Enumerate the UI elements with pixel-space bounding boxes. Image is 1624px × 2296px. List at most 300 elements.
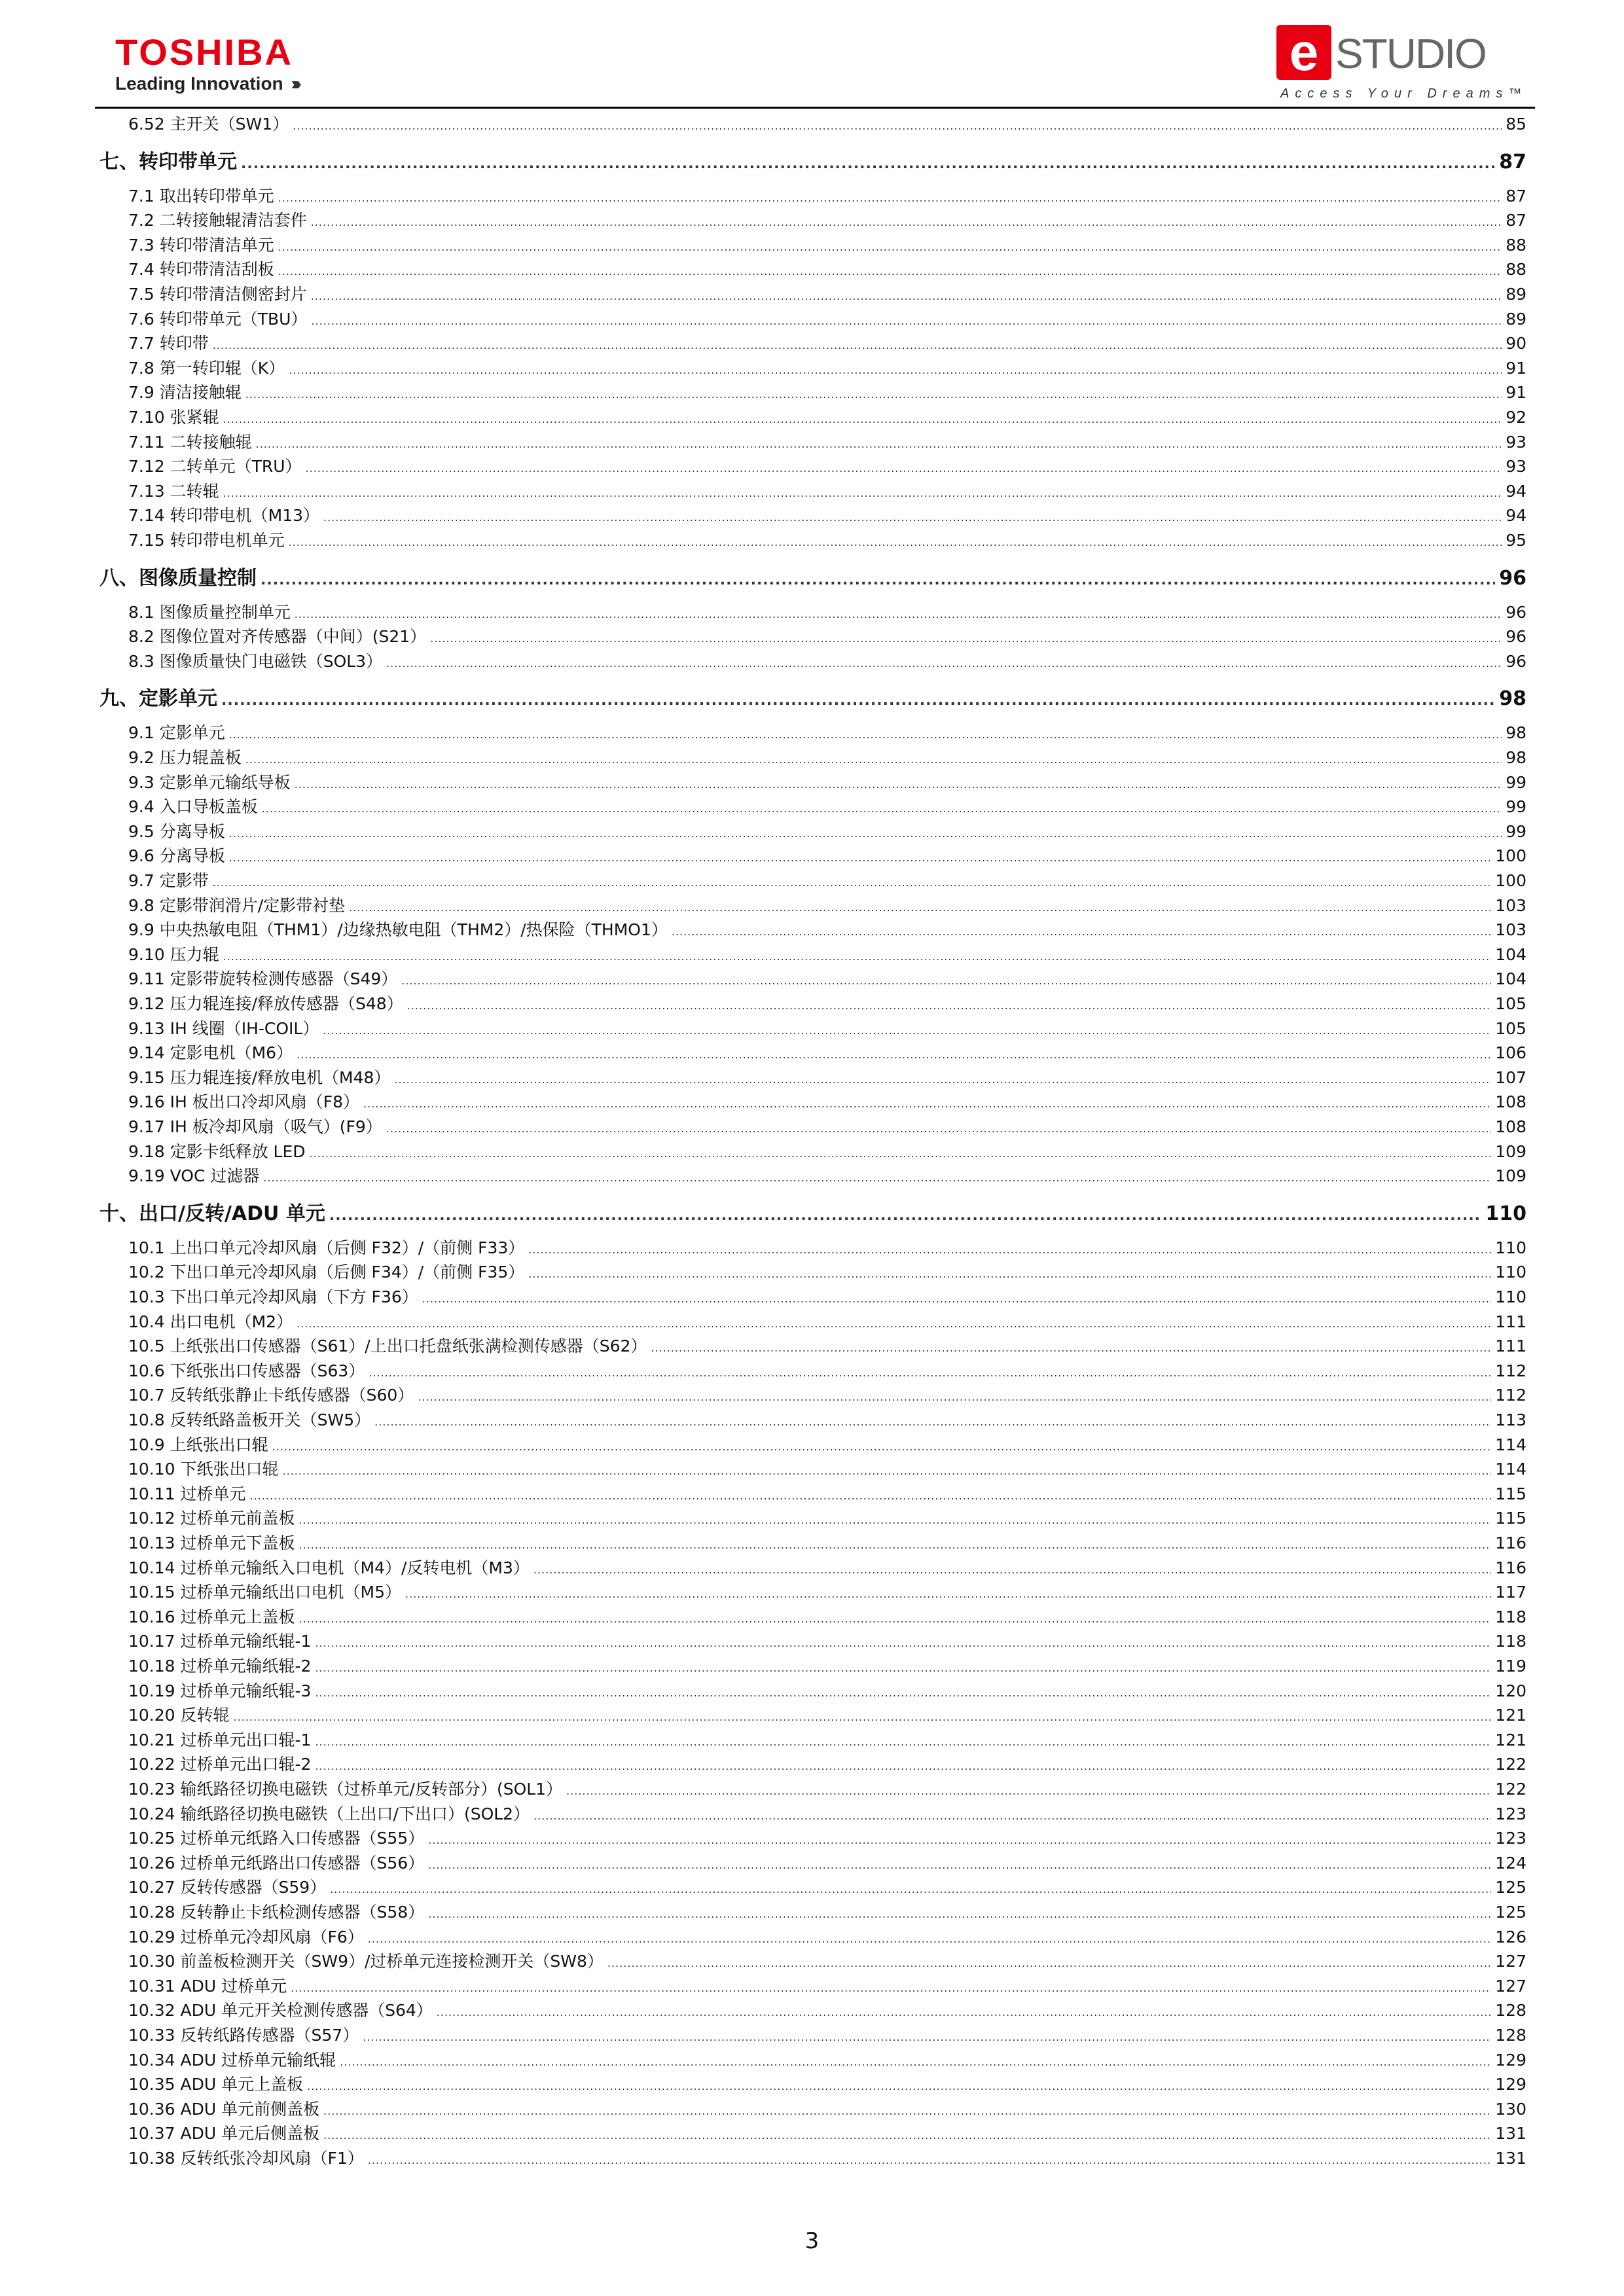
toc-entry-title: 8.1 图像质量控制单元 [128, 602, 291, 622]
estudio-logo-e: e [1276, 25, 1331, 80]
toc-entry-title: 10.12 过桥单元前盖板 [128, 1509, 295, 1528]
toc-entry-row[interactable] [0, 868, 1526, 890]
toc-entry-row[interactable] [0, 2096, 1526, 2119]
toc-entry-row[interactable] [0, 1801, 1526, 1823]
toc-entry-title: 10.29 过桥单元冷却风扇（F6） [128, 1927, 364, 1946]
toc-page-number: 117 [1495, 1583, 1526, 1602]
toc-page-number: 105 [1495, 994, 1526, 1013]
toc-page-number: 98 [1506, 748, 1526, 767]
toc-entry-title: 10.16 过桥单元上盖板 [128, 1607, 295, 1626]
toc-chapter-row[interactable] [0, 145, 1526, 173]
toc-entry-row[interactable] [0, 1579, 1526, 1602]
toc-entry-row[interactable] [0, 207, 1526, 230]
toc-page-number: 125 [1495, 1903, 1526, 1922]
toc-entry-title: 7.12 二转单元（TRU） [128, 457, 302, 476]
toc-page-number: 85 [1506, 115, 1526, 134]
toc-page-number: 91 [1506, 383, 1526, 403]
toc-leader-dots [329, 1202, 1482, 1225]
toc-page-number: 96 [1499, 566, 1526, 590]
toc-entry-row[interactable] [0, 893, 1526, 915]
toc-entry-row[interactable] [0, 819, 1526, 841]
toc-entry-row[interactable] [0, 1432, 1526, 1454]
toc-leader-dots [297, 1312, 1491, 1331]
toc-leader-dots [293, 115, 1502, 134]
toc-leader-dots [261, 567, 1495, 590]
toc-page-number: 112 [1495, 1361, 1526, 1380]
toc-entry-title: 10.20 反转辊 [128, 1706, 230, 1725]
toc-page-number: 125 [1495, 1878, 1526, 1897]
toc-entry-row[interactable] [0, 1456, 1526, 1479]
toc-entry-row[interactable] [0, 232, 1526, 255]
toc-page-number: 113 [1495, 1410, 1526, 1429]
toc-entry-title: 7.4 转印带清洁刮板 [128, 260, 274, 279]
toc-entry-row[interactable] [0, 528, 1526, 550]
toc-entry-title: 7.11 二转接触辊 [128, 432, 252, 452]
toc-entry-title: 7.9 清洁接触辊 [128, 383, 242, 403]
toc-leader-dots [566, 1780, 1491, 1799]
toc-page-number: 95 [1506, 531, 1526, 550]
toc-entry-title: 7.13 二转辊 [128, 481, 219, 501]
estudio-logo [1276, 25, 1512, 84]
toc-page-number: 104 [1495, 944, 1526, 964]
toc-leader-dots [323, 1019, 1491, 1038]
toc-leader-dots [369, 1361, 1491, 1380]
toc-entry-title: 7.6 转印带单元（TBU） [128, 309, 308, 329]
toc-entry-row[interactable] [0, 306, 1526, 329]
toc-entry-row[interactable] [0, 1040, 1526, 1062]
toc-chapter-row[interactable] [0, 1197, 1526, 1225]
toc-entry-title: 10.6 下纸张出口传感器（S63） [128, 1361, 365, 1380]
toc-page-number: 129 [1495, 2075, 1526, 2094]
toc-entry-title: 10.9 上纸张出口辊 [128, 1435, 268, 1454]
toc-entry-title: 10.35 ADU 单元上盖板 [128, 2075, 304, 2094]
toc-page-number: 128 [1495, 2026, 1526, 2045]
brand-tagline [115, 75, 298, 93]
toc-entry-row[interactable] [0, 478, 1526, 501]
toc-page-number: 92 [1506, 408, 1526, 427]
toc-entry-row[interactable] [0, 1850, 1526, 1873]
toc-leader-dots [533, 1804, 1491, 1823]
toc-entry-row[interactable] [0, 1924, 1526, 1946]
toc-entry-row[interactable] [0, 1678, 1526, 1700]
toc-page-number: 110 [1495, 1238, 1526, 1257]
toc-entry-title: 10.2 下出口单元冷却风扇（后侧 F34）/（前侧 F35） [128, 1263, 525, 1282]
toc-entry-row[interactable] [0, 454, 1526, 476]
toc-page-number: 122 [1495, 1755, 1526, 1774]
toc-entry-title: 10.17 过桥单元输纸辊-1 [128, 1632, 312, 1651]
toc-leader-dots [310, 1142, 1492, 1161]
toc-entry-row[interactable] [0, 1382, 1526, 1405]
toc-page-number: 98 [1506, 723, 1526, 743]
toc-page-number: 87 [1499, 150, 1526, 173]
toc-entry-row[interactable] [0, 794, 1526, 816]
toc-entry-row[interactable] [0, 1235, 1526, 1257]
toc-page-number: 119 [1495, 1657, 1526, 1676]
toc-page-number: 129 [1495, 2050, 1526, 2070]
toc-entry-row[interactable] [0, 600, 1526, 622]
toc-entry-title: 10.1 上出口单元冷却风扇（后侧 F32）/（前侧 F33） [128, 1238, 525, 1257]
toc-leader-dots [528, 1263, 1491, 1282]
toc-entry-row[interactable] [0, 745, 1526, 767]
toc-entry-row[interactable] [0, 843, 1526, 865]
toc-entry-title: 9.6 分离导板 [128, 846, 225, 866]
toc-leader-dots [283, 1460, 1492, 1479]
toc-leader-dots [368, 1928, 1491, 1946]
toc-leader-dots [368, 2149, 1491, 2168]
toc-entry-row[interactable] [0, 1481, 1526, 1503]
toc-chapter-title: 十、出口/反转/ADU 单元 [99, 1202, 325, 1225]
toc-page-number: 94 [1506, 506, 1526, 526]
toc-entry-title: 10.14 过桥单元输纸入口电机（M4）/反转电机（M3） [128, 1558, 530, 1577]
toc-entry-title: 10.22 过桥单元出口辊-2 [128, 1755, 312, 1774]
toc-chapter-title: 七、转印带单元 [99, 150, 237, 173]
toc-leader-dots [428, 1854, 1491, 1873]
toc-entry-title: 9.9 中央热敏电阻（THM1）/边缘热敏电阻（THM2）/热保险（THMO1） [128, 920, 668, 940]
toc-entry-row[interactable] [0, 1530, 1526, 1552]
toc-leader-dots [430, 627, 1502, 646]
toc-leader-dots [295, 773, 1502, 792]
toc-entry-title: 7.2 二转接触辊清洁套件 [128, 211, 307, 230]
toc-entry-title: 10.27 反转传感器（S59） [128, 1878, 327, 1897]
toc-entry-row[interactable] [0, 1702, 1526, 1725]
chevrons-icon: ››› [291, 73, 298, 94]
toc-entry-title: 10.24 输纸路径切换电磁铁（上出口/下出口）(SOL2） [128, 1804, 530, 1823]
toc-leader-dots [213, 871, 1492, 890]
toc-entry-title: 7.1 取出转印带单元 [128, 186, 274, 206]
toc-page-number: 115 [1495, 1509, 1526, 1528]
toc-entry-row[interactable] [0, 1727, 1526, 1749]
toc-entry-row[interactable] [0, 942, 1526, 964]
toc-leader-dots [323, 2124, 1491, 2143]
toc-leader-dots [394, 1068, 1491, 1087]
toc-page-number: 99 [1506, 797, 1526, 817]
toc-entry-row[interactable] [0, 404, 1526, 427]
toc-leader-dots [349, 896, 1491, 915]
toc-entry-row[interactable] [0, 2121, 1526, 2143]
toc-entry-row[interactable] [0, 624, 1526, 646]
toc-entry-title: 9.13 IH 线圈（IH-COIL） [128, 1018, 319, 1038]
toc-entry-title: 7.7 转印带 [128, 334, 209, 353]
toc-leader-dots [213, 334, 1502, 353]
toc-entry-row[interactable] [0, 966, 1526, 988]
toc-leader-dots [307, 2075, 1491, 2094]
toc-entry-title: 10.30 前盖板检测开关（SW9）/过桥单元连接检测开关（SW8） [128, 1952, 604, 1971]
toc-entry-title: 6.52 主开关（SW1） [128, 115, 289, 134]
toc-page-number: 88 [1506, 235, 1526, 255]
toc-leader-dots [340, 2051, 1491, 2070]
toc-leader-dots [229, 723, 1502, 742]
toc-page-number: 118 [1495, 1607, 1526, 1626]
estudio-logo-text: STUDIO [1335, 30, 1486, 77]
toc-entry-row[interactable] [0, 1998, 1526, 2020]
toc-entry-title: 10.32 ADU 单元开关检测传感器（S64） [128, 2001, 433, 2020]
toc-entry-row[interactable] [0, 1309, 1526, 1331]
toc-entry-row[interactable] [0, 183, 1526, 206]
toc-entry-title: 10.11 过桥单元 [128, 1484, 246, 1503]
toc-entry-title: 8.3 图像质量快门电磁铁（SOL3） [128, 651, 383, 671]
toc-leader-dots [428, 1903, 1491, 1922]
toc-page-number: 93 [1506, 457, 1526, 476]
toc-page-number: 110 [1495, 1263, 1526, 1282]
toc-entry-row[interactable] [0, 1751, 1526, 1774]
toc-entry-row[interactable] [0, 1825, 1526, 1848]
toc-chapter-row[interactable] [0, 562, 1526, 589]
toc-leader-dots [272, 1435, 1492, 1454]
toc-page-number: 94 [1506, 481, 1526, 501]
toc-leader-dots [651, 1336, 1491, 1355]
toc-entry-row[interactable] [0, 111, 1526, 134]
toc-leader-dots [229, 822, 1502, 841]
toc-entry-title: 10.28 反转静止卡纸检测传感器（S58） [128, 1903, 425, 1922]
toc-entry-row[interactable] [0, 1333, 1526, 1355]
toc-leader-dots [234, 1706, 1492, 1725]
toc-leader-dots [297, 1043, 1491, 1062]
toc-leader-dots [323, 506, 1502, 525]
tagline-text: Leading Innovation [115, 73, 283, 94]
toc-leader-dots [607, 1952, 1491, 1971]
toc-leader-dots [221, 687, 1495, 710]
toc-chapter-row[interactable] [0, 682, 1526, 709]
toc-page-number: 96 [1506, 651, 1526, 671]
toc-page-number: 108 [1495, 1117, 1526, 1136]
toc-page-number: 120 [1495, 1681, 1526, 1700]
toc-entry-title: 10.13 过桥单元下盖板 [128, 1534, 295, 1552]
toc-entry-row[interactable] [0, 1139, 1526, 1161]
toc-page-number: 89 [1506, 309, 1526, 329]
toc-page-number: 128 [1495, 2001, 1526, 2020]
toc-leader-dots [311, 310, 1502, 329]
toc-page-number: 110 [1485, 1202, 1526, 1225]
toc-entry-title: 9.18 定影卡纸释放 LED [128, 1141, 306, 1161]
toc-entry-title: 9.12 压力辊连接/释放传感器（S48） [128, 994, 403, 1013]
toc-entry-row[interactable] [0, 1259, 1526, 1282]
toc-entry-row[interactable] [0, 1284, 1526, 1306]
toc-page-number: 106 [1495, 1043, 1526, 1063]
toc-entry-row[interactable] [0, 1653, 1526, 1676]
toc-leader-dots [315, 1657, 1491, 1676]
toc-entry-row[interactable] [0, 1065, 1526, 1087]
toc-leader-dots [299, 1534, 1492, 1552]
toc-chapter-title: 九、定影单元 [99, 687, 217, 711]
toc-entry-title: 9.14 定影电机（M6） [128, 1043, 293, 1063]
toc-page-number: 131 [1495, 2124, 1526, 2144]
toc-page-number: 131 [1495, 2149, 1526, 2168]
toshiba-logo: TOSHIBA [115, 31, 293, 73]
toc-leader-dots [405, 1583, 1491, 1602]
toc-page-number: 118 [1495, 1632, 1526, 1651]
toc-page-number: 122 [1495, 1780, 1526, 1799]
toc-entry-title: 7.8 第一转印辊（K） [128, 358, 285, 378]
toc-entry-title: 8.2 图像位置对齐传感器（中间）(S21） [128, 627, 427, 647]
toc-entry-title: 10.38 反转纸张冷却风扇（F1） [128, 2149, 364, 2168]
toc-page-number: 111 [1495, 1336, 1526, 1356]
toc-leader-dots [374, 1410, 1491, 1429]
toc-entry-title: 9.2 压力辊盖板 [128, 748, 242, 767]
toc-leader-dots [323, 2100, 1491, 2119]
toc-entry-title: 9.16 IH 板出口冷却风扇（F8） [128, 1092, 360, 1112]
toc-page-number: 110 [1495, 1287, 1526, 1306]
toc-entry-row[interactable] [0, 2072, 1526, 2094]
toc-entry-row[interactable] [0, 1874, 1526, 1897]
toc-entry-row[interactable] [0, 1604, 1526, 1626]
toc-entry-title: 10.4 出口电机（M2） [128, 1312, 293, 1331]
toc-entry-title: 9.19 VOC 过滤器 [128, 1166, 260, 1186]
toc-entry-title: 9.10 压力辊 [128, 944, 219, 964]
toc-entry-title: 10.8 反转纸路盖板开关（SW5） [128, 1410, 371, 1429]
toc-page-number: 124 [1495, 1853, 1526, 1873]
toc-page-number: 88 [1506, 260, 1526, 279]
toc-leader-dots [315, 1632, 1491, 1651]
toc-entry-title: 9.11 定影带旋转检测传感器（S49） [128, 969, 398, 989]
toc-entry-title: 10.7 反转纸张静止卡纸传感器（S60） [128, 1386, 414, 1405]
toc-page-number: 109 [1495, 1166, 1526, 1186]
toc-leader-dots [299, 1509, 1492, 1528]
toc-leader-dots [223, 408, 1502, 427]
toc-leader-dots [311, 285, 1502, 304]
toc-entry-row[interactable] [0, 429, 1526, 452]
toc-entry-row[interactable] [0, 1407, 1526, 1429]
toc-page-number: 87 [1506, 186, 1526, 206]
toc-leader-dots [295, 603, 1502, 622]
toc-leader-dots [299, 1607, 1492, 1626]
toc-entry-title: 9.1 定影单元 [128, 723, 225, 743]
toc-page-number: 107 [1495, 1067, 1526, 1087]
toc-entry-row[interactable] [0, 1973, 1526, 1996]
toc-entry-row[interactable] [0, 1089, 1526, 1111]
toc-entry-row[interactable] [0, 1899, 1526, 1922]
toc-leader-dots [315, 1681, 1491, 1700]
toc-entry-row[interactable] [0, 1948, 1526, 1971]
toc-leader-dots [528, 1238, 1491, 1257]
toc-page-number: 103 [1495, 920, 1526, 940]
toc-entry-row[interactable] [0, 1358, 1526, 1380]
toc-entry-row[interactable] [0, 720, 1526, 742]
toc-page-number: 115 [1495, 1484, 1526, 1503]
toc-leader-dots [278, 187, 1502, 206]
toc-leader-dots [672, 920, 1491, 939]
toc-entry-title: 9.4 入口导板盖板 [128, 797, 258, 817]
toc-page-number: 112 [1495, 1386, 1526, 1405]
toc-entry-title: 9.8 定影带润滑片/定影带衬垫 [128, 895, 346, 915]
toc-entry-row[interactable] [0, 649, 1526, 671]
toc-chapter-title: 八、图像质量控制 [99, 566, 257, 590]
toc-entry-row[interactable] [0, 917, 1526, 939]
toc-entry-row[interactable] [0, 2145, 1526, 2168]
toc-page-number: 114 [1495, 1460, 1526, 1479]
toc-entry-row[interactable] [0, 503, 1526, 525]
toc-leader-dots [401, 969, 1491, 988]
toc-entry-title: 10.23 输纸路径切换电磁铁（过桥单元/反转部分）(SOL1） [128, 1780, 563, 1799]
toc-leader-dots [418, 1386, 1491, 1405]
toc-entry-row[interactable] [0, 2022, 1526, 2045]
toc-leader-dots [289, 359, 1502, 378]
toc-leader-dots [263, 1166, 1491, 1185]
toc-page-number: 111 [1495, 1312, 1526, 1331]
toc-entry-title: 9.3 定影单元输纸导板 [128, 772, 291, 792]
toc-page-number: 127 [1495, 1952, 1526, 1971]
estudio-tagline: Access Your Dreams™ [1280, 86, 1528, 101]
toc-leader-dots [223, 945, 1492, 964]
toc-leader-dots [428, 1829, 1491, 1848]
toc-leader-dots [262, 797, 1502, 816]
toc-entry-title: 10.25 过桥单元纸路入口传感器（S55） [128, 1829, 425, 1848]
toc-leader-dots [291, 1977, 1491, 1996]
toc-page-number: 123 [1495, 1804, 1526, 1823]
toc-page-number: 90 [1506, 334, 1526, 353]
toc-entry-row[interactable] [0, 1555, 1526, 1577]
toc-leader-dots [363, 2026, 1491, 2045]
toc-page-number: 98 [1499, 687, 1526, 711]
toc-entry-title: 10.15 过桥单元输纸出口电机（M5） [128, 1583, 401, 1602]
toc-entry-row[interactable] [0, 770, 1526, 792]
toc-leader-dots [245, 383, 1502, 402]
toc-entry-title: 10.19 过桥单元输纸辊-3 [128, 1681, 312, 1700]
toc-entry-title: 10.36 ADU 单元前侧盖板 [128, 2099, 320, 2119]
toc-entry-row[interactable] [0, 1163, 1526, 1185]
toc-entry-row[interactable] [0, 355, 1526, 378]
toc-entry-row[interactable] [0, 991, 1526, 1013]
toc-entry-title: 10.3 下出口单元冷却风扇（下方 F36） [128, 1287, 418, 1306]
toc-entry-title: 10.5 上纸张出口传感器（S61）/上出口托盘纸张满检测传感器（S62） [128, 1336, 647, 1356]
page-header [0, 0, 1624, 111]
toc-leader-dots [315, 1755, 1491, 1774]
toc-entry-row[interactable] [0, 1016, 1526, 1038]
toc-page-number: 114 [1495, 1435, 1526, 1454]
toc-entry-row[interactable] [0, 257, 1526, 279]
toc-leader-dots [229, 846, 1492, 865]
toc-entry-row[interactable] [0, 2047, 1526, 2070]
toc-leader-dots [311, 211, 1502, 230]
toc-entry-title: 10.33 反转纸路传感器（S57） [128, 2026, 359, 2045]
toc-leader-dots [437, 2001, 1491, 2020]
toc-leader-dots [223, 482, 1502, 501]
toc-entry-row[interactable] [0, 1114, 1526, 1136]
toc-page-number: 100 [1495, 871, 1526, 890]
toc-leader-dots [250, 1484, 1492, 1503]
toc-page-number: 91 [1506, 358, 1526, 378]
toc-entry-row[interactable] [0, 380, 1526, 402]
toc-page-number: 105 [1495, 1018, 1526, 1038]
toc-page-number: 116 [1495, 1534, 1526, 1552]
toc-leader-dots [306, 457, 1502, 476]
toc-page-number: 87 [1506, 211, 1526, 230]
toc-leader-dots [363, 1092, 1491, 1111]
toc-entry-row[interactable] [0, 331, 1526, 353]
toc-entry-title: 10.37 ADU 单元后侧盖板 [128, 2124, 320, 2144]
toc-entry-title: 10.10 下纸张出口辊 [128, 1460, 279, 1479]
toc-entry-title: 7.10 张紧辊 [128, 408, 219, 427]
toc-entry-row[interactable] [0, 281, 1526, 304]
toc-page-number: 130 [1495, 2099, 1526, 2119]
toc-entry-title: 7.14 转印带电机（M13） [128, 506, 319, 526]
toc-leader-dots [386, 1117, 1492, 1136]
toc-leader-dots [315, 1731, 1491, 1749]
toc-page-number: 103 [1495, 895, 1526, 915]
toc-page-number: 109 [1495, 1141, 1526, 1161]
toc-entry-row[interactable] [0, 1776, 1526, 1799]
toc-entry-row[interactable] [0, 1505, 1526, 1528]
toc-page-number: 108 [1495, 1092, 1526, 1112]
toc-entry-title: 10.34 ADU 过桥单元输纸辊 [128, 2050, 336, 2070]
toc-page-number: 96 [1506, 627, 1526, 647]
toc-leader-dots [245, 748, 1502, 767]
toc-page-number: 100 [1495, 846, 1526, 866]
toc-entry-title: 7.3 转印带清洁单元 [128, 235, 274, 255]
toc-leader-dots [289, 531, 1502, 550]
toc-entry-row[interactable] [0, 1628, 1526, 1651]
toc-leader-dots [241, 151, 1495, 173]
toc-leader-dots [386, 652, 1502, 671]
